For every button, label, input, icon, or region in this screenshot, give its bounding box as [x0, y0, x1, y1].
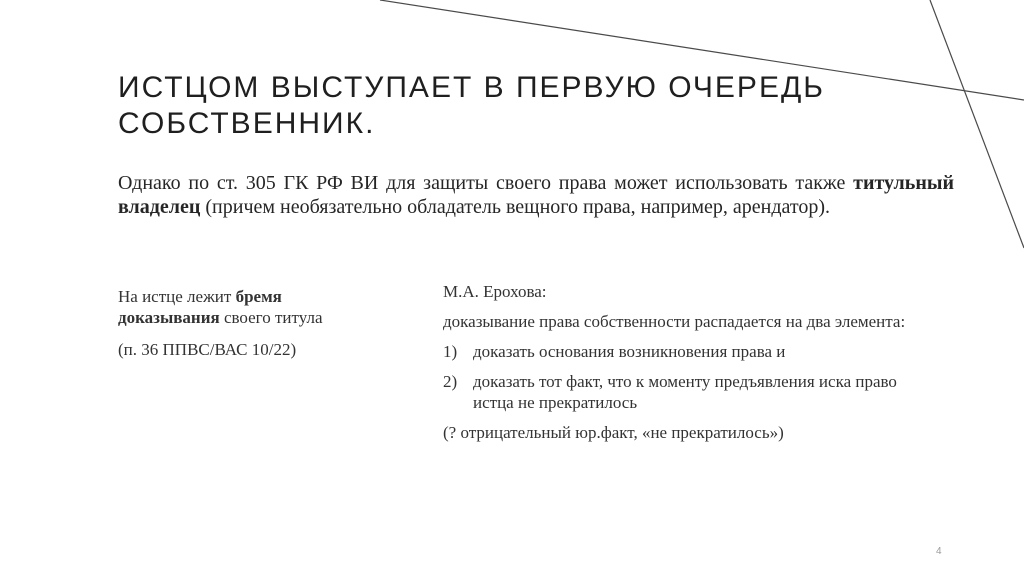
note-paragraph: (? отрицательный юр.факт, «не прекратилось»): [443, 423, 784, 442]
left-column: [118, 286, 348, 371]
list-item-text: доказать основания возникновения права и: [473, 342, 786, 361]
list-item-text: доказать тот факт, что к моменту предъявления иска право истца не прекратилось: [473, 372, 897, 412]
right-column: [443, 281, 913, 452]
burden-of-proof-paragraph: [118, 286, 348, 328]
page-number: 4: [936, 546, 942, 557]
intro-paragraph: [118, 171, 954, 219]
slide-title: ИСТЦОМ ВЫСТУПАЕТ В ПЕРВУЮ ОЧЕРЕДЬ СОБСТВЕННИК.: [118, 71, 825, 140]
burden-text-2: своего титула: [219, 308, 323, 327]
burden-bold-term: бремя доказывания: [118, 287, 282, 327]
burden-text-1: На истце лежит: [118, 287, 236, 306]
author-name: М.А. Ерохова:: [443, 282, 547, 301]
intro-text-1: Однако по ст. 305 ГК РФ ВИ для защиты своего права может использовать также: [118, 172, 854, 194]
list-item-number: 2): [443, 372, 458, 391]
list-item: [443, 341, 913, 362]
lead-paragraph: доказывание права собственности распадается на два элемента:: [443, 312, 906, 331]
intro-bold-term: титульный владелец: [118, 172, 954, 218]
intro-text-2: (причем необязательно обладатель вещного права, например, арендатор).: [200, 196, 830, 218]
list-item: [443, 371, 913, 413]
elements-list: [443, 341, 913, 413]
reference-paragraph: (п. 36 ППВС/ВАС 10/22): [118, 340, 297, 359]
list-item-number: 1): [443, 342, 458, 361]
